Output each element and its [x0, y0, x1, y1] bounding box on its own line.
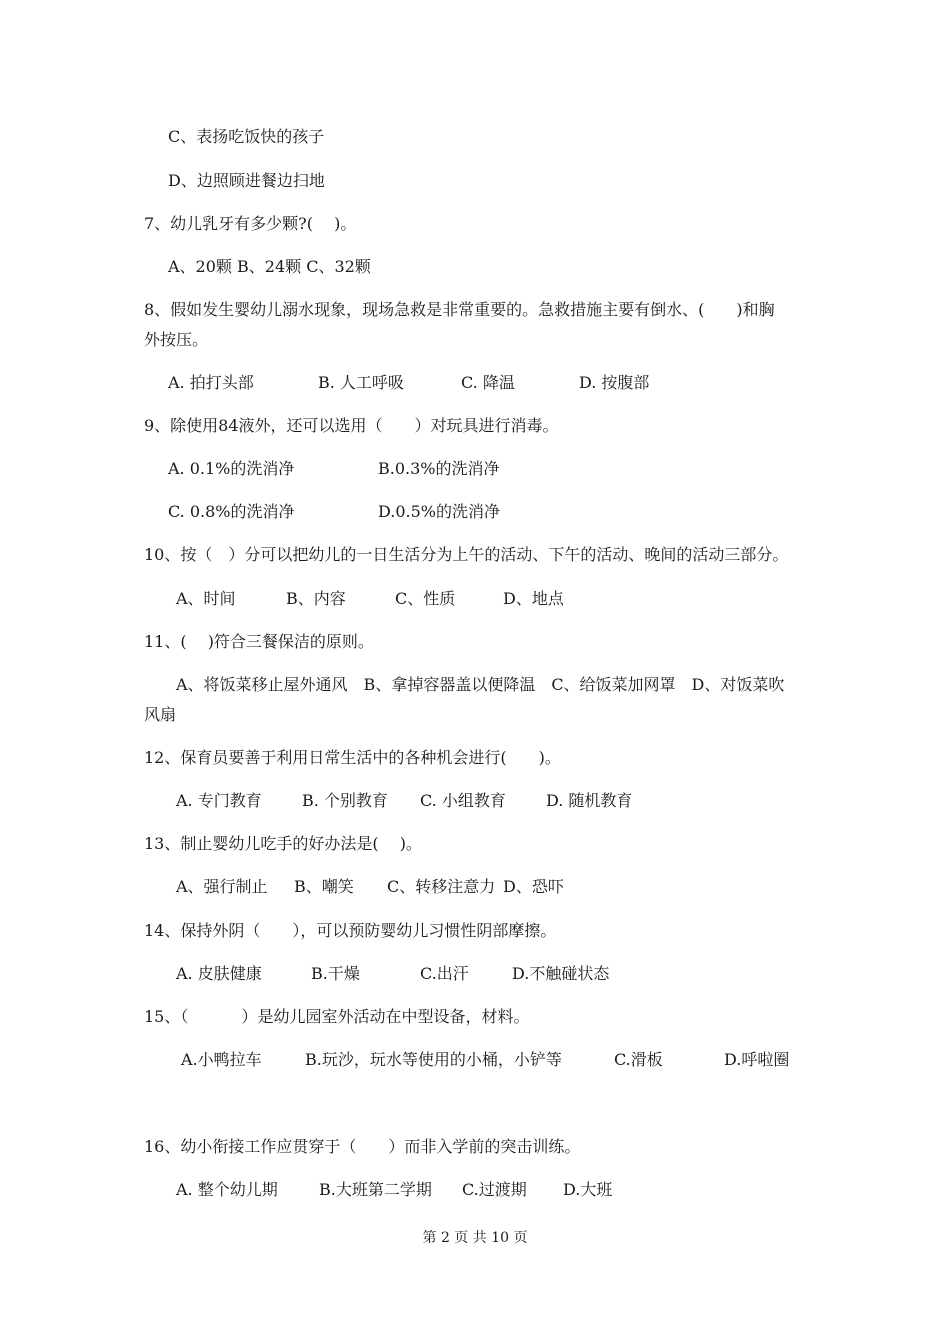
question-14-option-d: D.不触碰状态: [512, 964, 610, 983]
question-15-option-a: A.小鸭拉车: [181, 1050, 262, 1069]
question-13-option-a: A、强行制止: [176, 877, 268, 896]
question-14-option-a: A. 皮肤健康: [176, 964, 262, 983]
question-16-option-b: B.大班第二学期: [319, 1180, 432, 1199]
question-12-option-a: A. 专门教育: [176, 791, 262, 810]
option-d-previous: D、边照顾进餐边扫地: [168, 171, 325, 190]
question-8-option-b: B. 人工呼吸: [318, 373, 404, 392]
question-15-option-d: D.呼啦圈: [724, 1050, 790, 1069]
question-12-option-b: B. 个别教育: [302, 791, 388, 810]
option-c-previous: C、表扬吃饭快的孩子: [168, 127, 325, 146]
question-11: 11、( )符合三餐保洁的原则。: [144, 632, 374, 651]
question-10-option-a: A、时间: [176, 589, 236, 608]
question-16-option-d: D.大班: [563, 1180, 613, 1199]
question-11-options-line-1: A、将饭菜移止屋外通风 B、拿掉容器盖以便降温 C、给饭菜加网罩 D、对饭菜吹: [176, 675, 785, 694]
question-10-option-b: B、内容: [286, 589, 346, 608]
question-13: 13、制止婴幼儿吃手的好办法是( )。: [144, 834, 422, 853]
question-14-option-b: B.干燥: [311, 964, 360, 983]
question-9: 9、除使用84液外，还可以选用（ ）对玩具进行消毒。: [144, 416, 559, 435]
page-number-footer: 第 2 页 共 10 页: [422, 1230, 528, 1246]
question-10: 10、按（ ）分可以把幼儿的一日生活分为上午的活动、下午的活动、晚间的活动三部分。: [144, 545, 789, 564]
question-12-option-c: C. 小组教育: [420, 791, 506, 810]
question-9-option-c: C. 0.8%的洗消净: [168, 502, 295, 521]
question-8-line-1: 8、假如发生婴幼儿溺水现象，现场急救是非常重要的。急救措施主要有倒水、( )和胸: [144, 300, 775, 319]
question-12: 12、保育员要善于利用日常生活中的各种机会进行( )。: [144, 748, 561, 767]
question-14-option-c: C.出汗: [420, 964, 469, 983]
question-8-option-c: C. 降温: [461, 373, 515, 392]
question-15-option-c: C.滑板: [614, 1050, 663, 1069]
question-13-option-d: D、恐吓: [503, 877, 564, 896]
question-9-option-a: A. 0.1%的洗消净: [168, 459, 295, 478]
question-15-option-b: B.玩沙，玩水等使用的小桶，小铲等: [305, 1050, 562, 1069]
question-10-option-d: D、地点: [503, 589, 564, 608]
question-12-option-d: D. 随机教育: [546, 791, 633, 810]
question-13-option-b: B、嘲笑: [294, 877, 354, 896]
question-14: 14、保持外阴（ ），可以预防婴幼儿习惯性阴部摩擦。: [144, 921, 557, 940]
question-8-line-2: 外按压。: [144, 330, 209, 349]
question-8-option-a: A. 拍打头部: [168, 373, 254, 392]
question-7: 7、幼儿乳牙有多少颗?( )。: [144, 214, 357, 233]
question-9-option-b: B.0.3%的洗消净: [378, 459, 500, 478]
question-7-options: A、20颗 B、24颗 C、32颗: [168, 257, 371, 276]
question-16: 16、幼小衔接工作应贯穿于（ ）而非入学前的突击训练。: [144, 1137, 581, 1156]
question-11-options-line-2: 风扇: [144, 705, 177, 724]
question-16-option-c: C.过渡期: [462, 1180, 527, 1199]
question-9-option-d: D.0.5%的洗消净: [378, 502, 500, 521]
question-10-option-c: C、性质: [395, 589, 456, 608]
question-16-option-a: A. 整个幼儿期: [176, 1180, 278, 1199]
question-8-option-d: D. 按腹部: [579, 373, 650, 392]
question-13-option-c: C、转移注意力: [387, 877, 496, 896]
question-15: 15、（ ）是幼儿园室外活动在中型设备，材料。: [144, 1007, 530, 1026]
